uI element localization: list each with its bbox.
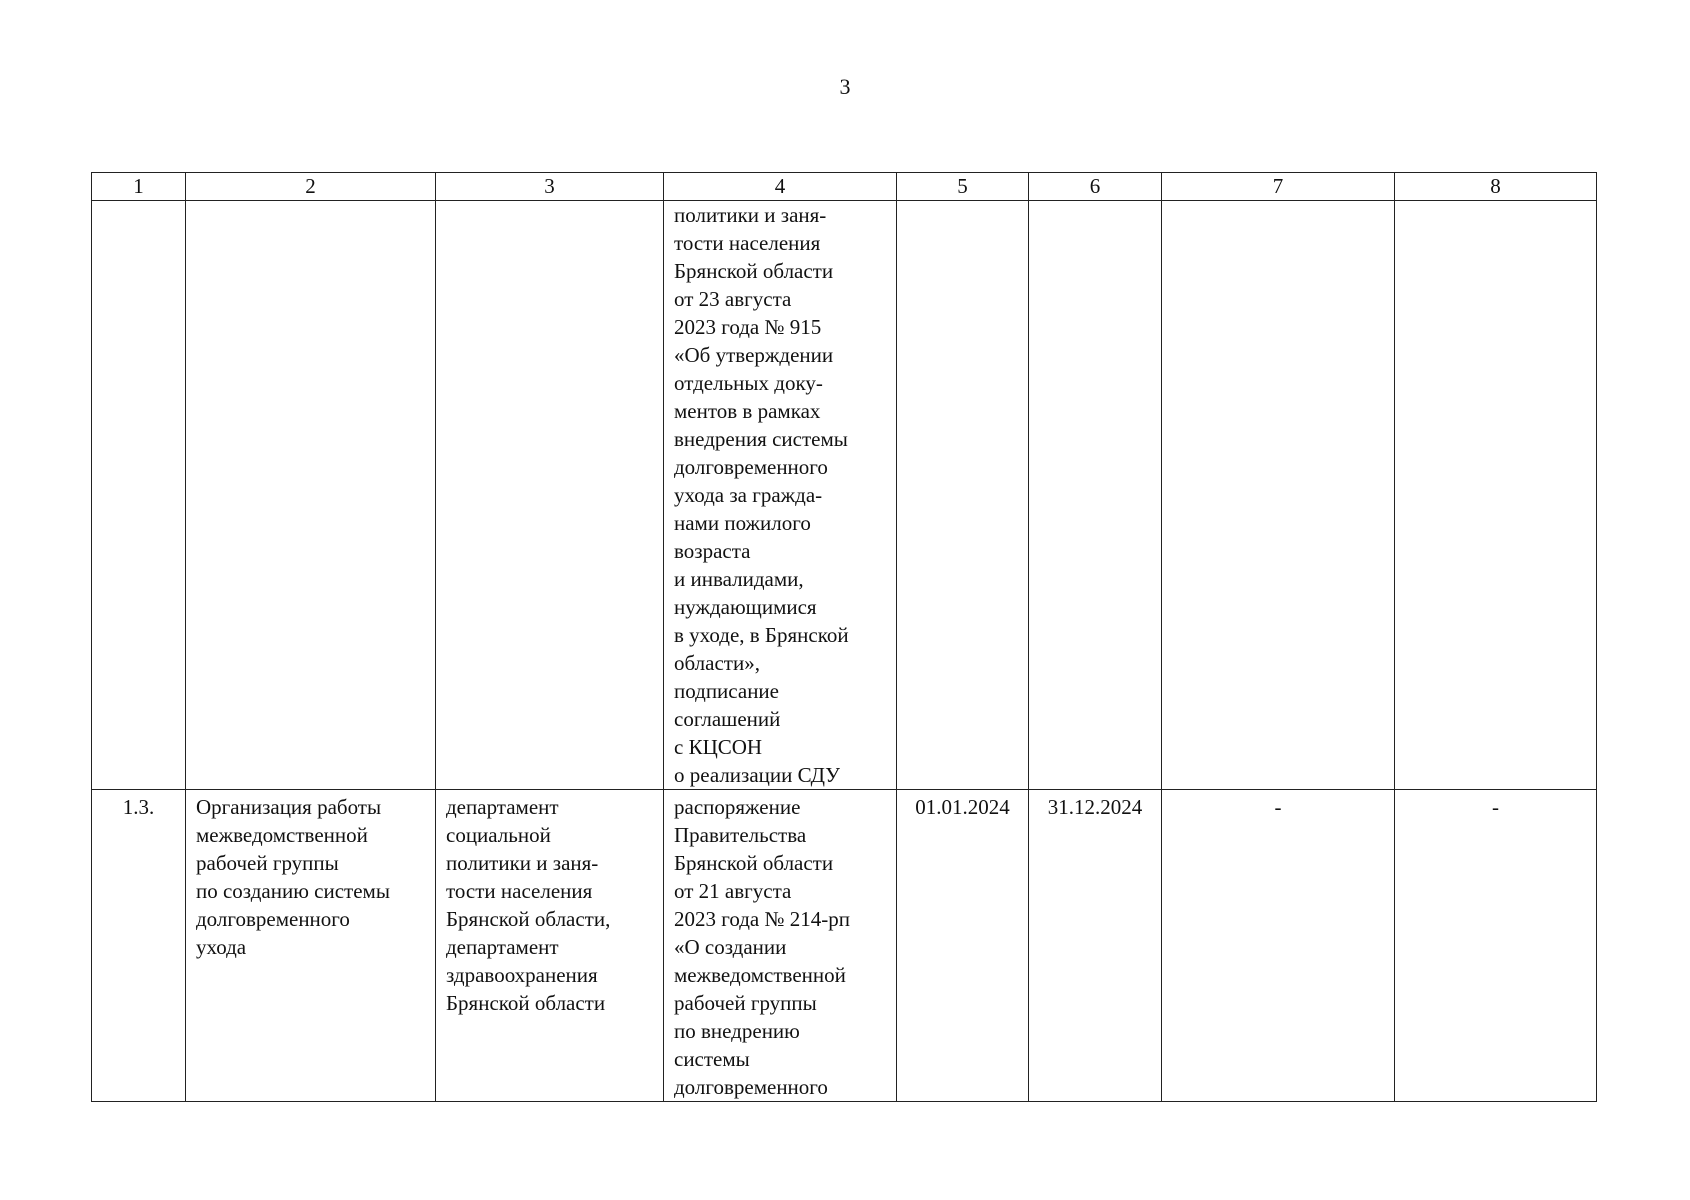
table-row-continuation	[92, 201, 1597, 790]
plan-table	[91, 172, 1597, 1102]
row-number-cell	[92, 201, 186, 790]
column-header: 1	[92, 173, 186, 201]
document-line: и инвалидами,	[674, 567, 804, 591]
responsible-line: тости населения	[446, 879, 593, 903]
document-line: в уходе, в Брянской	[674, 623, 849, 647]
document-line: от 23 августа	[674, 287, 792, 311]
document-line: подписание	[674, 679, 779, 703]
document-line: тости населения	[674, 231, 821, 255]
document-line: межведомственной	[674, 963, 846, 987]
end-date-cell	[1029, 201, 1162, 790]
responsible-line: Брянской области,	[446, 907, 611, 931]
document-line: с КЦСОН	[674, 735, 763, 759]
row-number-cell: 1.3.	[92, 790, 186, 1102]
column-8-cell	[1395, 201, 1597, 790]
responsible-cell	[436, 790, 664, 1102]
document-line: 2023 года № 214-рп	[674, 907, 851, 931]
column-numbers-row	[92, 173, 1597, 201]
document-line: по внедрению	[674, 1019, 800, 1043]
document-line: Брянской области	[674, 259, 834, 283]
event-line: межведомственной	[196, 823, 368, 847]
column-7-cell: -	[1162, 790, 1395, 1102]
document-line: политики и заня-	[674, 203, 827, 227]
document-line: Брянской области	[674, 851, 834, 875]
document-line: ухода за гражда-	[674, 483, 823, 507]
document-cell	[664, 201, 897, 790]
column-header: 4	[664, 173, 897, 201]
column-header: 6	[1029, 173, 1162, 201]
document-line: «Об утверждении	[674, 343, 834, 367]
event-line: ухода	[196, 935, 247, 959]
document-line: возраста	[674, 539, 751, 563]
document-line: области»,	[674, 651, 760, 675]
column-header: 5	[897, 173, 1029, 201]
document-line: долговременного	[674, 455, 828, 479]
document-line: отдельных доку-	[674, 371, 823, 395]
column-header: 7	[1162, 173, 1395, 201]
document-line: нуждающимися	[674, 595, 817, 619]
document-line: от 21 августа	[674, 879, 792, 903]
event-line: по созданию системы	[196, 879, 390, 903]
start-date-cell	[897, 201, 1029, 790]
document-line: системы	[674, 1047, 750, 1071]
document-line: о реализации СДУ	[674, 763, 841, 787]
column-8-cell: -	[1395, 790, 1597, 1102]
document-line: 2023 года № 915	[674, 315, 822, 339]
responsible-line: Брянской области	[446, 991, 606, 1015]
column-header: 8	[1395, 173, 1597, 201]
document-line: нами пожилого	[674, 511, 811, 535]
event-cell	[186, 790, 436, 1102]
responsible-line: политики и заня-	[446, 851, 599, 875]
event-line: рабочей группы	[196, 851, 339, 875]
event-line: Организация работы	[196, 795, 382, 819]
event-cell	[186, 201, 436, 790]
responsible-line: здравоохранения	[446, 963, 598, 987]
column-header: 3	[436, 173, 664, 201]
column-header: 2	[186, 173, 436, 201]
document-line: долговременного	[674, 1075, 828, 1099]
responsible-line: департамент	[446, 935, 559, 959]
document-line: ментов в рамках	[674, 399, 821, 423]
start-date-cell: 01.01.2024	[897, 790, 1029, 1102]
event-line: долговременного	[196, 907, 350, 931]
responsible-line: социальной	[446, 823, 551, 847]
document-line: «О создании	[674, 935, 787, 959]
document-line: Правительства	[674, 823, 807, 847]
document-line: рабочей группы	[674, 991, 817, 1015]
page-number: 3	[839, 74, 851, 99]
responsible-cell	[436, 201, 664, 790]
table-row-1-3	[92, 790, 1597, 1102]
end-date-cell: 31.12.2024	[1029, 790, 1162, 1102]
document-line: соглашений	[674, 707, 781, 731]
document-cell	[664, 790, 897, 1102]
responsible-line: департамент	[446, 795, 559, 819]
document-line: внедрения системы	[674, 427, 848, 451]
column-7-cell	[1162, 201, 1395, 790]
document-line: распоряжение	[674, 795, 801, 819]
